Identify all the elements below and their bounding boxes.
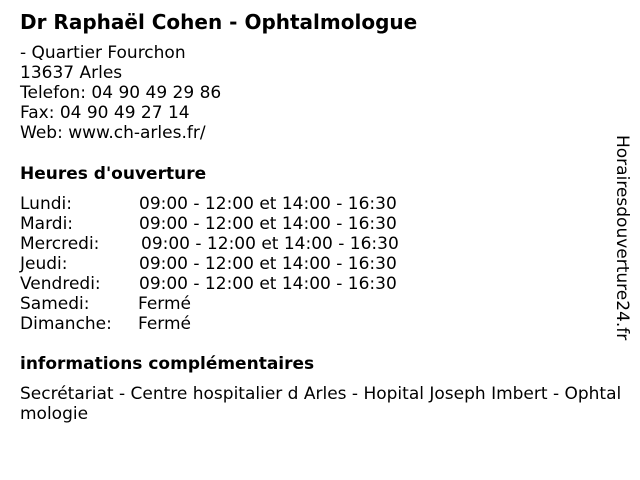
time-value: 09:00 - 12:00 et 14:00 - 16:30 — [141, 234, 399, 254]
time-value: 09:00 - 12:00 et 14:00 - 16:30 — [139, 194, 397, 214]
fax-number: Fax: 04 90 49 27 14 — [20, 103, 190, 123]
time-value: 09:00 - 12:00 et 14:00 - 16:30 — [139, 214, 397, 234]
time-value: Fermé — [138, 294, 192, 314]
day-label: Mercredi: — [20, 234, 100, 254]
address-street: - Quartier Fourchon — [20, 43, 186, 63]
address-city: 13637 Arles — [20, 63, 123, 83]
site-watermark: Horairesdouverture24.fr — [612, 135, 632, 341]
day-label: Dimanche: — [20, 314, 112, 334]
day-label: Vendredi: — [20, 274, 101, 294]
day-label: Jeudi: — [20, 254, 68, 274]
info-text: Secrétariat - Centre hospitalier d Arles - Hopital Joseph Imbert - Ophtalmologie — [20, 384, 622, 424]
day-label: Samedi: — [20, 294, 90, 314]
time-value: 09:00 - 12:00 et 14:00 - 16:30 — [139, 254, 397, 274]
day-label: Mardi: — [20, 214, 74, 234]
page-title: Dr Raphaël Cohen - Ophtalmologue — [20, 10, 418, 34]
time-value: Fermé — [138, 314, 192, 334]
hours-heading: Heures d'ouverture — [20, 164, 207, 184]
phone-number: Telefon: 04 90 49 29 86 — [20, 83, 222, 103]
info-heading: informations complémentaires — [20, 354, 315, 374]
time-value: 09:00 - 12:00 et 14:00 - 16:30 — [139, 274, 397, 294]
day-label: Lundi: — [20, 194, 72, 214]
website-link: Web: www.ch-arles.fr/ — [20, 123, 206, 143]
address-block — [20, 43, 221, 143]
